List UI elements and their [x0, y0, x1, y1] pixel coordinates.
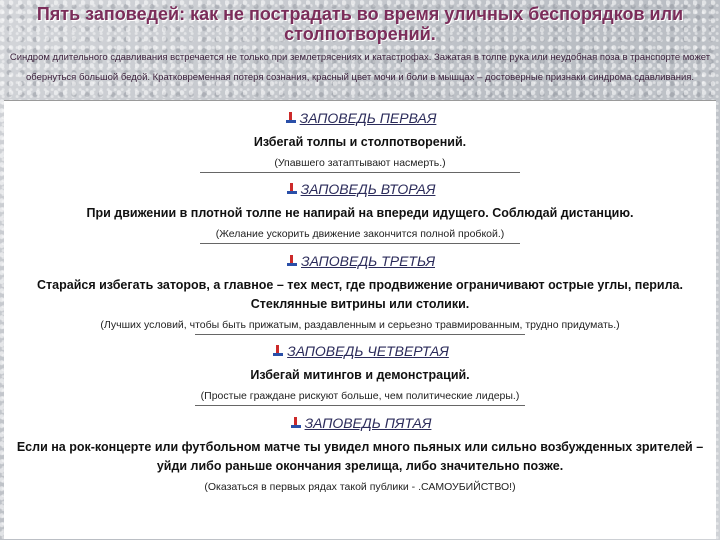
page-header	[0, 0, 720, 98]
rule-note: (Простые граждане рискуют больше, чем политические лидеры.)	[200, 390, 520, 402]
rule-note: (Упавшего затаптывают насмерть.)	[274, 156, 446, 169]
rule-5	[4, 406, 716, 494]
pin-bullet-icon	[285, 254, 299, 268]
rule-heading	[284, 107, 437, 128]
rule-heading	[285, 250, 435, 271]
page-title: Пять заповедей: как не пострадать во время уличных беспорядков или столпотворений.	[36, 4, 684, 44]
page-subtitle: Синдром длительного сдавливания встречается не только при землетрясениях и катастрофах. Зажатая в толпе рука или неудобная поза в транспорте может обернуться большой бедой. Кратковременная потеря сознания, красный цвет мочи и боли в мышцах – достоверные признаки синдрома сдавливания.	[9, 52, 711, 83]
rule-title: ЗАПОВЕДЬ ЧЕТВЕРТАЯ	[287, 343, 449, 359]
rule-main-text: Старайся избегать заторов, а главное – тех мест, где продвижение ограничивают острые углы, перила. Стеклянные витрины или столики.	[37, 277, 683, 311]
rule-1	[4, 101, 716, 173]
rule-main-text: Если на рок-концерте или футбольном матче ты увидел много пьяных или сильно возбужденных зрителей – уйди либо раньше окончания зрелища, либо значительно позже.	[16, 439, 704, 473]
pin-bullet-icon	[271, 344, 285, 358]
pin-bullet-icon	[284, 111, 298, 125]
rule-main-text: Избегай толпы и столпотворений.	[253, 134, 467, 149]
rule-heading	[271, 341, 449, 362]
rule-main-text: Избегай митингов и демонстраций.	[250, 368, 470, 382]
rule-4	[4, 335, 716, 407]
rule-note: (Оказаться в первых рядах такой публики - .САМОУБИЙСТВО!)	[204, 480, 516, 493]
pin-bullet-icon	[285, 182, 299, 196]
rule-3	[4, 244, 716, 335]
rule-title: ЗАПОВЕДЬ ПЯТАЯ	[304, 414, 432, 431]
rule-title: ЗАПОВЕДЬ ВТОРАЯ	[300, 181, 436, 197]
rule-note: (Лучших условий, чтобы быть прижатым, раздавленным и серьезно травмированным, трудно придумать.)	[100, 318, 620, 331]
pin-bullet-icon	[289, 416, 303, 430]
rule-main-text: При движении в плотной толпе не напирай на впереди идущего. Соблюдай дистанцию.	[86, 206, 634, 220]
rule-note: (Желание ускорить движение закончится полной пробкой.)	[215, 228, 505, 240]
rule-heading	[285, 179, 436, 200]
rules-panel	[4, 100, 716, 539]
rule-2	[4, 173, 716, 245]
rule-heading	[289, 412, 432, 433]
rule-title: ЗАПОВЕДЬ ТРЕТЬЯ	[301, 252, 435, 269]
rule-title: ЗАПОВЕДЬ ПЕРВАЯ	[299, 109, 437, 126]
